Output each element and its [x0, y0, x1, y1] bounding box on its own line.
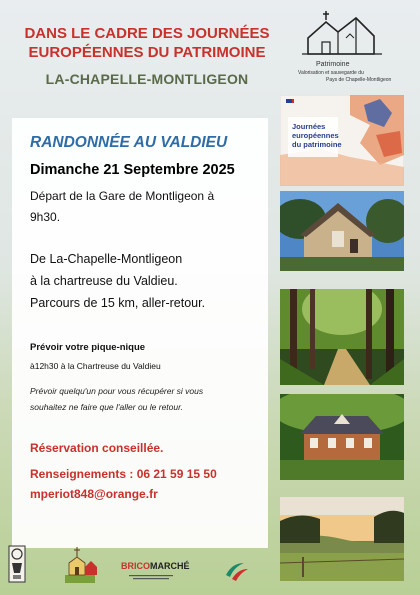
page-title [12, 24, 282, 62]
picnic-heading: Prévoir votre pique-nique [30, 342, 146, 353]
poster-line-2: européennes [292, 131, 339, 140]
event-title: RANDONNÉE AU VALDIEU [30, 134, 228, 151]
note-line-2: souhaitez ne faire que l'aller ou le retour. [30, 402, 183, 412]
village-logo [55, 545, 100, 585]
event-date: Dimanche 21 Septembre 2025 [30, 162, 235, 178]
brand-subline [121, 573, 201, 582]
departure-line-1: Départ de la Gare de Montligeon à [30, 189, 215, 203]
chapel-icon [298, 8, 410, 60]
route-text [30, 248, 264, 314]
route-line-2: à la chartreuse du Valdieu. [30, 274, 178, 288]
contact-phone: Renseignements : 06 21 59 15 50 [30, 467, 217, 481]
page-subtitle: LA-CHAPELLE-MONTLIGEON [45, 71, 249, 87]
forest-path-photo [280, 289, 404, 385]
departure-text [30, 186, 262, 228]
countryside-photo [280, 497, 404, 581]
chapel-photo [280, 191, 404, 271]
route-line-3: Parcours de 15 km, aller-retour. [30, 296, 206, 310]
bricomarche-logo [121, 561, 201, 585]
brand-part-1: BRICO [121, 561, 150, 571]
patrimoine-logo [298, 8, 410, 88]
logo-line-3: Pays de Chapelle-Montligeon [326, 77, 392, 83]
poster-line-3: du patrimoine [292, 140, 342, 149]
title-line-2: EUROPÉENNES DU PATRIMOINE [28, 44, 266, 61]
brand-part-2: MARCHÉ [150, 561, 190, 571]
ornament-logo [8, 545, 26, 583]
heritage-days-poster [280, 95, 404, 186]
brand-name [121, 561, 201, 571]
logo-line-2: Valorisation et sauvegarde du [298, 70, 364, 76]
poster-line-1: Journées [292, 122, 326, 131]
chartreuse-photo [280, 394, 404, 480]
credit-agricole-logo [222, 559, 252, 583]
route-line-1: De La-Chapelle-Montligeon [30, 252, 183, 266]
departure-line-2: 9h30. [30, 210, 61, 224]
contact-email[interactable]: mperiot848@orange.fr [30, 487, 158, 501]
title-line-1: DANS LE CADRE DES JOURNÉES [24, 25, 270, 42]
picnic-time: à12h30 à la Chartreuse du Valdieu [30, 361, 161, 371]
event-card [12, 118, 268, 548]
reservation-note: Réservation conseillée. [30, 441, 164, 455]
logo-line-1: Patrimoine [316, 61, 350, 68]
note-line-1: Prévoir quelqu'un pour vous récupérer si vous [30, 386, 204, 396]
pickup-note [30, 383, 262, 415]
